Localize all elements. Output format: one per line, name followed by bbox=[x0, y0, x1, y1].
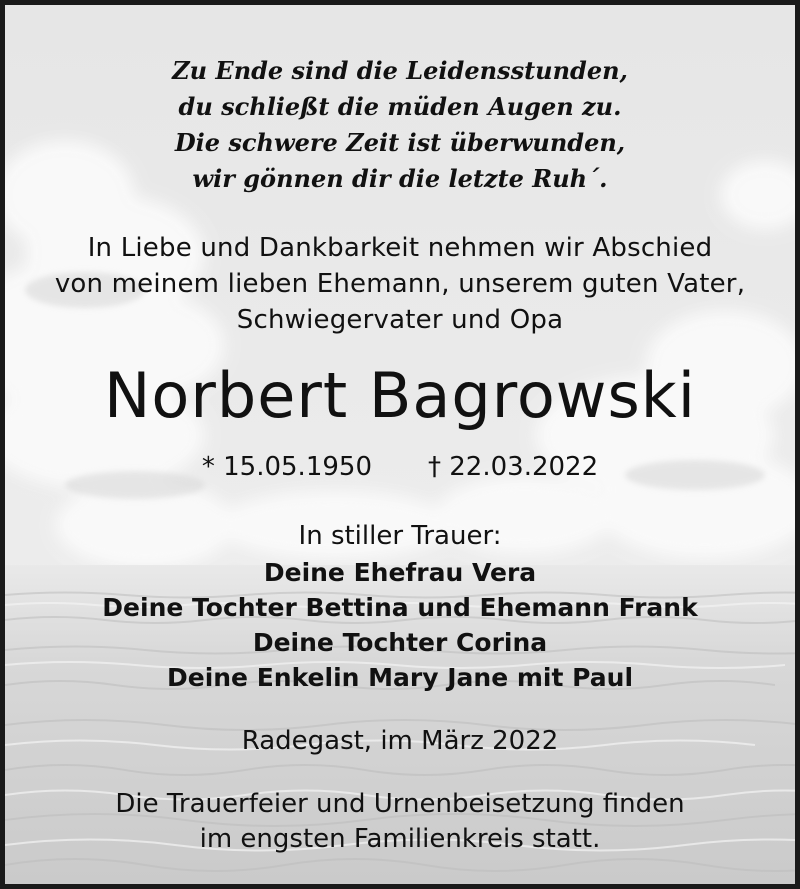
funeral-note-line: im engsten Familienkreis statt. bbox=[199, 824, 601, 854]
deceased-name: Norbert Bagrowski bbox=[104, 359, 696, 432]
poem-line: Die schwere Zeit ist überwunden, bbox=[174, 128, 626, 157]
death-date: † 22.03.2022 bbox=[428, 452, 599, 482]
mourners-heading: In stiller Trauer: bbox=[298, 521, 502, 551]
mourner-name: Deine Ehefrau Vera bbox=[263, 558, 537, 587]
notice-content bbox=[5, 5, 795, 884]
life-dates bbox=[5, 450, 795, 484]
intro-line: Schwiegervater und Opa bbox=[236, 305, 564, 335]
funeral-note-line: Die Trauerfeier und Urnenbeisetzung finden bbox=[115, 789, 685, 819]
mourner-name: Deine Tochter Bettina und Ehemann Frank bbox=[102, 593, 698, 622]
intro-line: von meinem lieben Ehemann, unserem guten Vater, bbox=[54, 269, 746, 299]
place-and-date: Radegast, im März 2022 bbox=[241, 726, 559, 756]
intro-line: In Liebe und Dankbarkeit nehmen wir Abschied bbox=[87, 233, 713, 263]
poem-line: du schließt die müden Augen zu. bbox=[178, 92, 622, 121]
birth-date: * 15.05.1950 bbox=[201, 452, 372, 482]
mourner-name: Deine Enkelin Mary Jane mit Paul bbox=[166, 663, 634, 692]
poem-line: Zu Ende sind die Leidensstunden, bbox=[172, 56, 628, 85]
mourner-name: Deine Tochter Corina bbox=[252, 628, 548, 657]
poem-line: wir gönnen dir die letzte Ruh´. bbox=[192, 164, 608, 193]
